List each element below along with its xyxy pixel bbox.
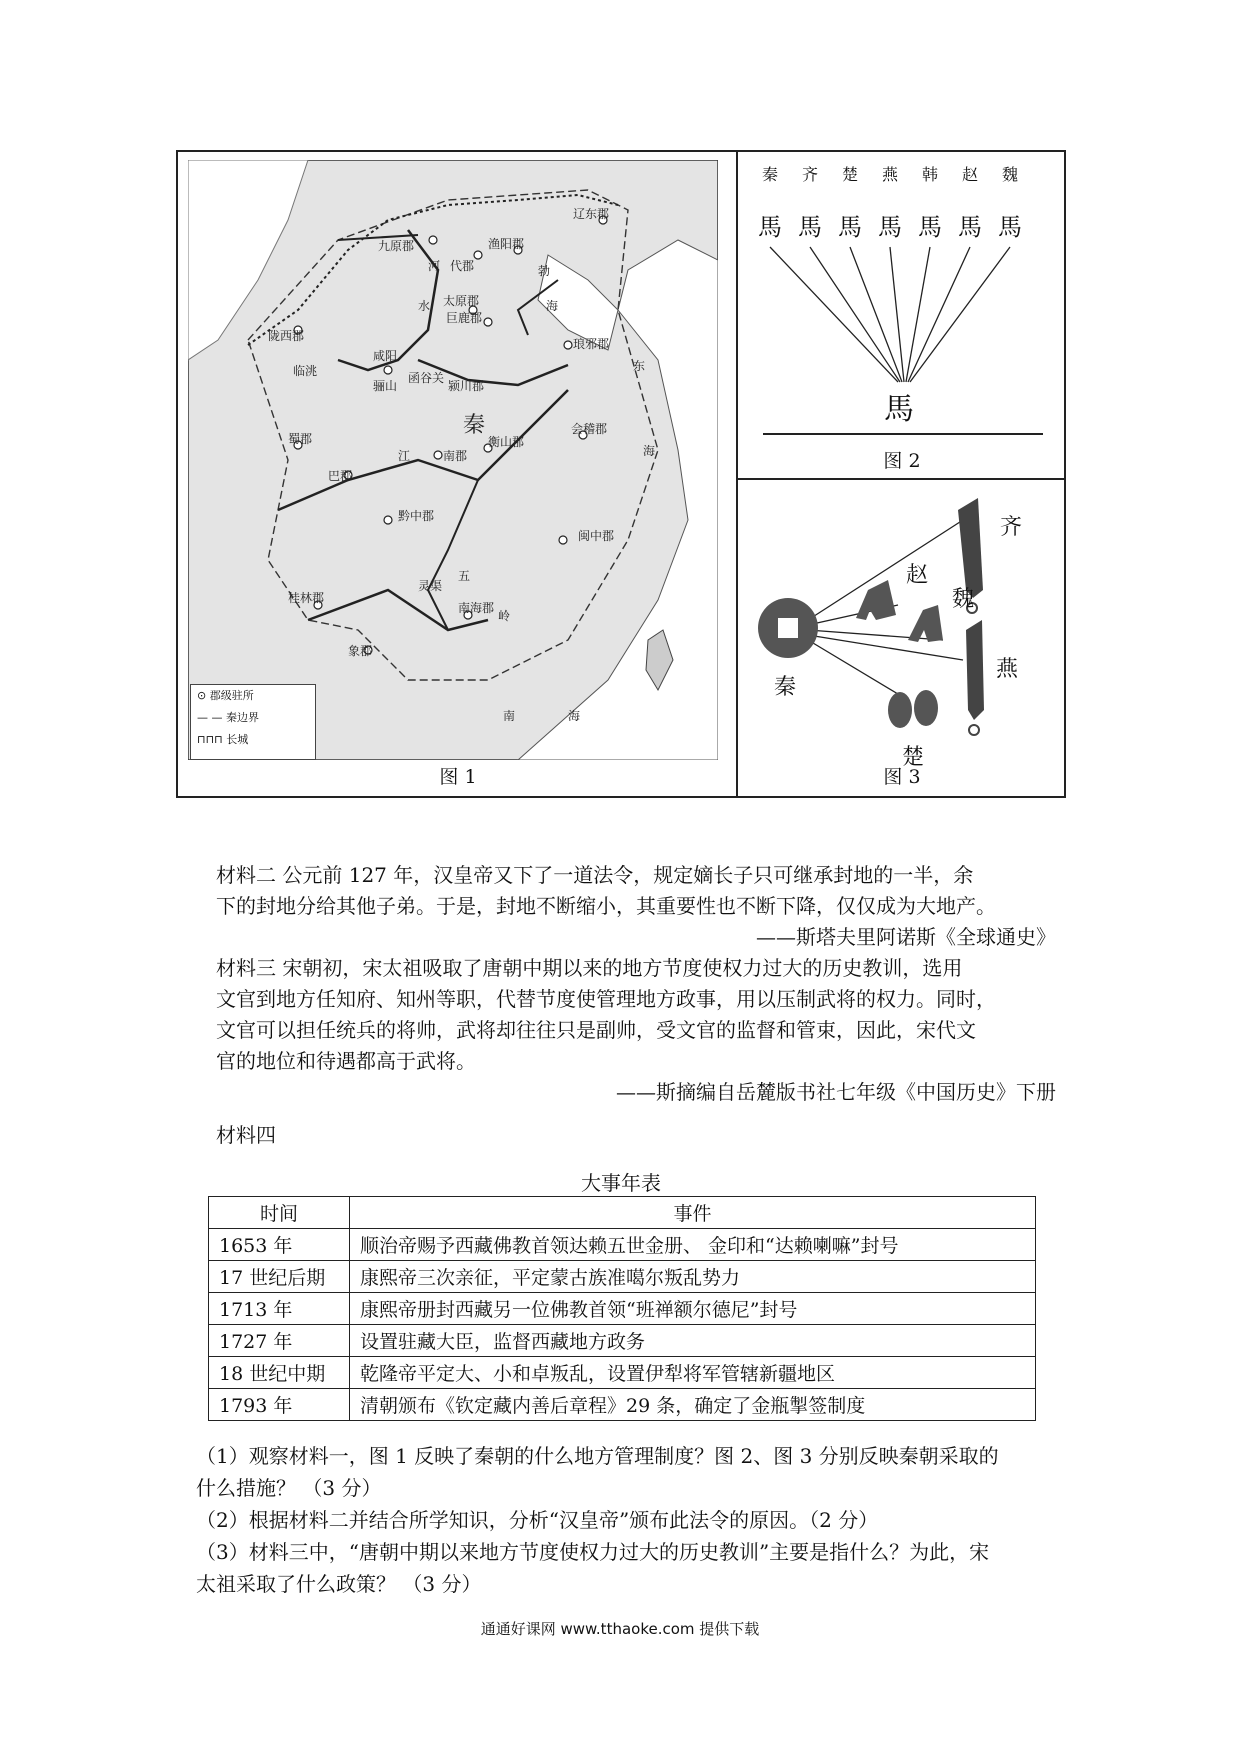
question-1-cont: 什么措施？ （3 分） xyxy=(196,1476,382,1500)
figure-1-caption: 图 1 xyxy=(439,766,477,788)
place-label: 桂林郡 xyxy=(288,591,325,605)
region-label: 东 xyxy=(633,359,646,373)
material-2-source: ——斯塔夫里阿诺斯《全球通史》 xyxy=(756,925,1056,949)
table-row xyxy=(209,1325,1036,1357)
material-3-line: 文官可以担任统兵的将帅，武将却往往只是副帅，受文官的监督和管束，因此，宋代文 xyxy=(216,1018,976,1042)
coin-label-zhao: 赵 xyxy=(906,563,929,588)
row-time: 17 世纪后期 xyxy=(209,1261,350,1293)
place-label: 咸阳 xyxy=(373,349,398,363)
coin-label-yan: 燕 xyxy=(996,657,1019,682)
place-label: 代郡 xyxy=(450,259,475,273)
material-2 xyxy=(216,860,1056,953)
seal-glyph: 馬 xyxy=(798,213,822,241)
material-2-line: 下的封地分给其他子弟。于是，封地不断缩小，其重要性也不断下降，仅仅成为大地产。 xyxy=(216,894,996,918)
region-label: 岭 xyxy=(498,609,511,623)
row-time: 18 世纪中期 xyxy=(209,1357,350,1389)
region-label: 南 xyxy=(503,709,516,723)
coin-label-qi: 齐 xyxy=(1000,515,1023,540)
row-time: 1713 年 xyxy=(209,1293,350,1325)
place-label: 会稽郡 xyxy=(571,422,608,436)
row-event: 康熙帝册封西藏另一位佛教首领“班禅额尔德尼”封号 xyxy=(350,1293,1036,1325)
question-1: （1）观察材料一，图 1 反映了秦朝的什么地方管理制度？图 2、图 3 分别反映秦朝采取的 xyxy=(196,1444,999,1468)
material-4-label: 材料四 xyxy=(216,1123,276,1147)
row-event: 乾隆帝平定大、小和卓叛乱，设置伊犁将军管辖新疆地区 xyxy=(350,1357,1036,1389)
state-name: 韩 xyxy=(921,165,938,184)
table-header-time: 时间 xyxy=(209,1197,350,1229)
questions xyxy=(196,1440,1056,1600)
place-label: 太原郡 xyxy=(443,294,480,308)
row-event: 康熙帝三次亲征，平定蒙古族准噶尔叛乱势力 xyxy=(350,1261,1036,1293)
material-2-line: 材料二 公元前 127 年，汉皇帝又下了一道法令，规定嫡长子只可继承封地的一半，余 xyxy=(216,863,974,887)
region-label: 江 xyxy=(398,449,411,463)
place-label: 渔阳郡 xyxy=(488,237,525,251)
legend-border: — — 秦边界 xyxy=(197,711,259,724)
coin-label-qin: 秦 xyxy=(774,675,797,700)
footer-note: 通通好课网 www.tthaoke.com 提供下载 xyxy=(480,1620,760,1638)
question-3-cont: 太祖采取了什么政策？ （3 分） xyxy=(196,1572,482,1596)
state-name: 燕 xyxy=(881,165,898,184)
state-name: 秦 xyxy=(761,165,778,184)
figure-3-caption: 图 3 xyxy=(883,766,921,788)
seal-glyph: 馬 xyxy=(918,213,942,241)
state-name: 齐 xyxy=(801,165,818,184)
region-label: 海 xyxy=(568,709,581,723)
coin-label-chu: 楚 xyxy=(902,745,925,770)
state-name: 赵 xyxy=(961,165,978,184)
legend-capital: ⊙ 郡级驻所 xyxy=(197,689,254,702)
question-3: （3）材料三中，“唐朝中期以来地方节度使权力过大的历史教训”主要是指什么？为此，宋 xyxy=(196,1540,990,1564)
place-label: 辽东郡 xyxy=(573,207,610,221)
material-3-source: ——斯摘编自岳麓版书社七年级《中国历史》下册 xyxy=(616,1080,1056,1104)
material-3-line: 官的地位和待遇都高于武将。 xyxy=(216,1049,476,1073)
place-label: 颍川郡 xyxy=(448,379,485,393)
table-row xyxy=(209,1293,1036,1325)
table-title: 大事年表 xyxy=(581,1171,661,1195)
table-row xyxy=(209,1229,1036,1261)
place-label: 陇西郡 xyxy=(268,329,305,343)
qin-map xyxy=(188,160,718,760)
region-label: 河 xyxy=(428,259,441,273)
row-time: 1653 年 xyxy=(209,1229,350,1261)
place-label: 蜀郡 xyxy=(288,432,313,446)
table-header-event: 事件 xyxy=(350,1197,1036,1229)
state-name: 魏 xyxy=(1001,165,1018,184)
place-label: 巴郡 xyxy=(328,469,353,483)
region-label: 海 xyxy=(546,299,559,313)
region-label: 海 xyxy=(643,444,656,458)
figure-2-caption: 图 2 xyxy=(883,450,921,472)
question-2: （2）根据材料二并结合所学知识，分析“汉皇帝”颁布此法令的原因。（2 分） xyxy=(196,1508,879,1532)
region-label: 五 xyxy=(458,569,471,583)
region-label: 水 xyxy=(418,299,431,313)
seal-glyph: 馬 xyxy=(838,213,862,241)
region-label-qin: 秦 xyxy=(463,413,486,438)
map-legend xyxy=(190,684,316,760)
row-time: 1793 年 xyxy=(209,1389,350,1421)
figure-3-coins xyxy=(738,480,1066,798)
place-label: 临洮 xyxy=(293,364,318,378)
region-label: 勃 xyxy=(538,264,551,278)
place-label: 灵渠 xyxy=(418,579,443,593)
material-3 xyxy=(216,953,1056,1108)
unified-glyph: 馬 xyxy=(884,392,914,427)
place-label: 函谷关 xyxy=(408,371,445,385)
seal-glyph: 馬 xyxy=(998,213,1022,241)
row-time: 1727 年 xyxy=(209,1325,350,1357)
place-label: 巨鹿郡 xyxy=(446,311,483,325)
seal-glyph: 馬 xyxy=(758,213,782,241)
coin-label-wei: 魏 xyxy=(952,587,975,612)
place-label: 衡山郡 xyxy=(488,435,525,449)
place-label: 闽中郡 xyxy=(578,529,615,543)
row-event: 顺治帝赐予西藏佛教首领达赖五世金册、 金印和“达赖喇嘛”封号 xyxy=(350,1229,1036,1261)
place-label: 象郡 xyxy=(348,644,373,658)
material-3-line: 材料三 宋朝初，宋太祖吸取了唐朝中期以来的地方节度使权力过大的历史教训，选用 xyxy=(216,956,963,980)
table-row xyxy=(209,1261,1036,1293)
events-table xyxy=(208,1196,1036,1421)
place-label: 黔中郡 xyxy=(398,509,435,523)
table-row xyxy=(209,1357,1036,1389)
table-row xyxy=(209,1389,1036,1421)
figure-panel xyxy=(176,150,1066,798)
place-label: 九原郡 xyxy=(378,239,415,253)
legend-wall: ⊓⊓⊓ 长城 xyxy=(197,733,249,746)
seal-glyph: 馬 xyxy=(958,213,982,241)
row-event: 设置驻藏大臣，监督西藏地方政务 xyxy=(350,1325,1036,1357)
row-event: 清朝颁布《钦定藏内善后章程》29 条，确定了金瓶掣签制度 xyxy=(350,1389,1036,1421)
material-3-line: 文官到地方任知府、知州等职，代替节度使管理地方政事，用以压制武将的权力。同时， xyxy=(216,987,996,1011)
seal-glyph: 馬 xyxy=(878,213,902,241)
state-name: 楚 xyxy=(841,165,858,184)
place-label: 骊山 xyxy=(373,379,398,393)
table-header-row xyxy=(209,1197,1036,1229)
place-label: 南海郡 xyxy=(458,601,495,615)
figure-1-map xyxy=(178,152,738,798)
place-label: 琅邪郡 xyxy=(573,337,610,351)
convergence-lines xyxy=(738,152,1066,480)
place-label: 南郡 xyxy=(443,449,468,463)
figure-2-script xyxy=(738,152,1066,480)
